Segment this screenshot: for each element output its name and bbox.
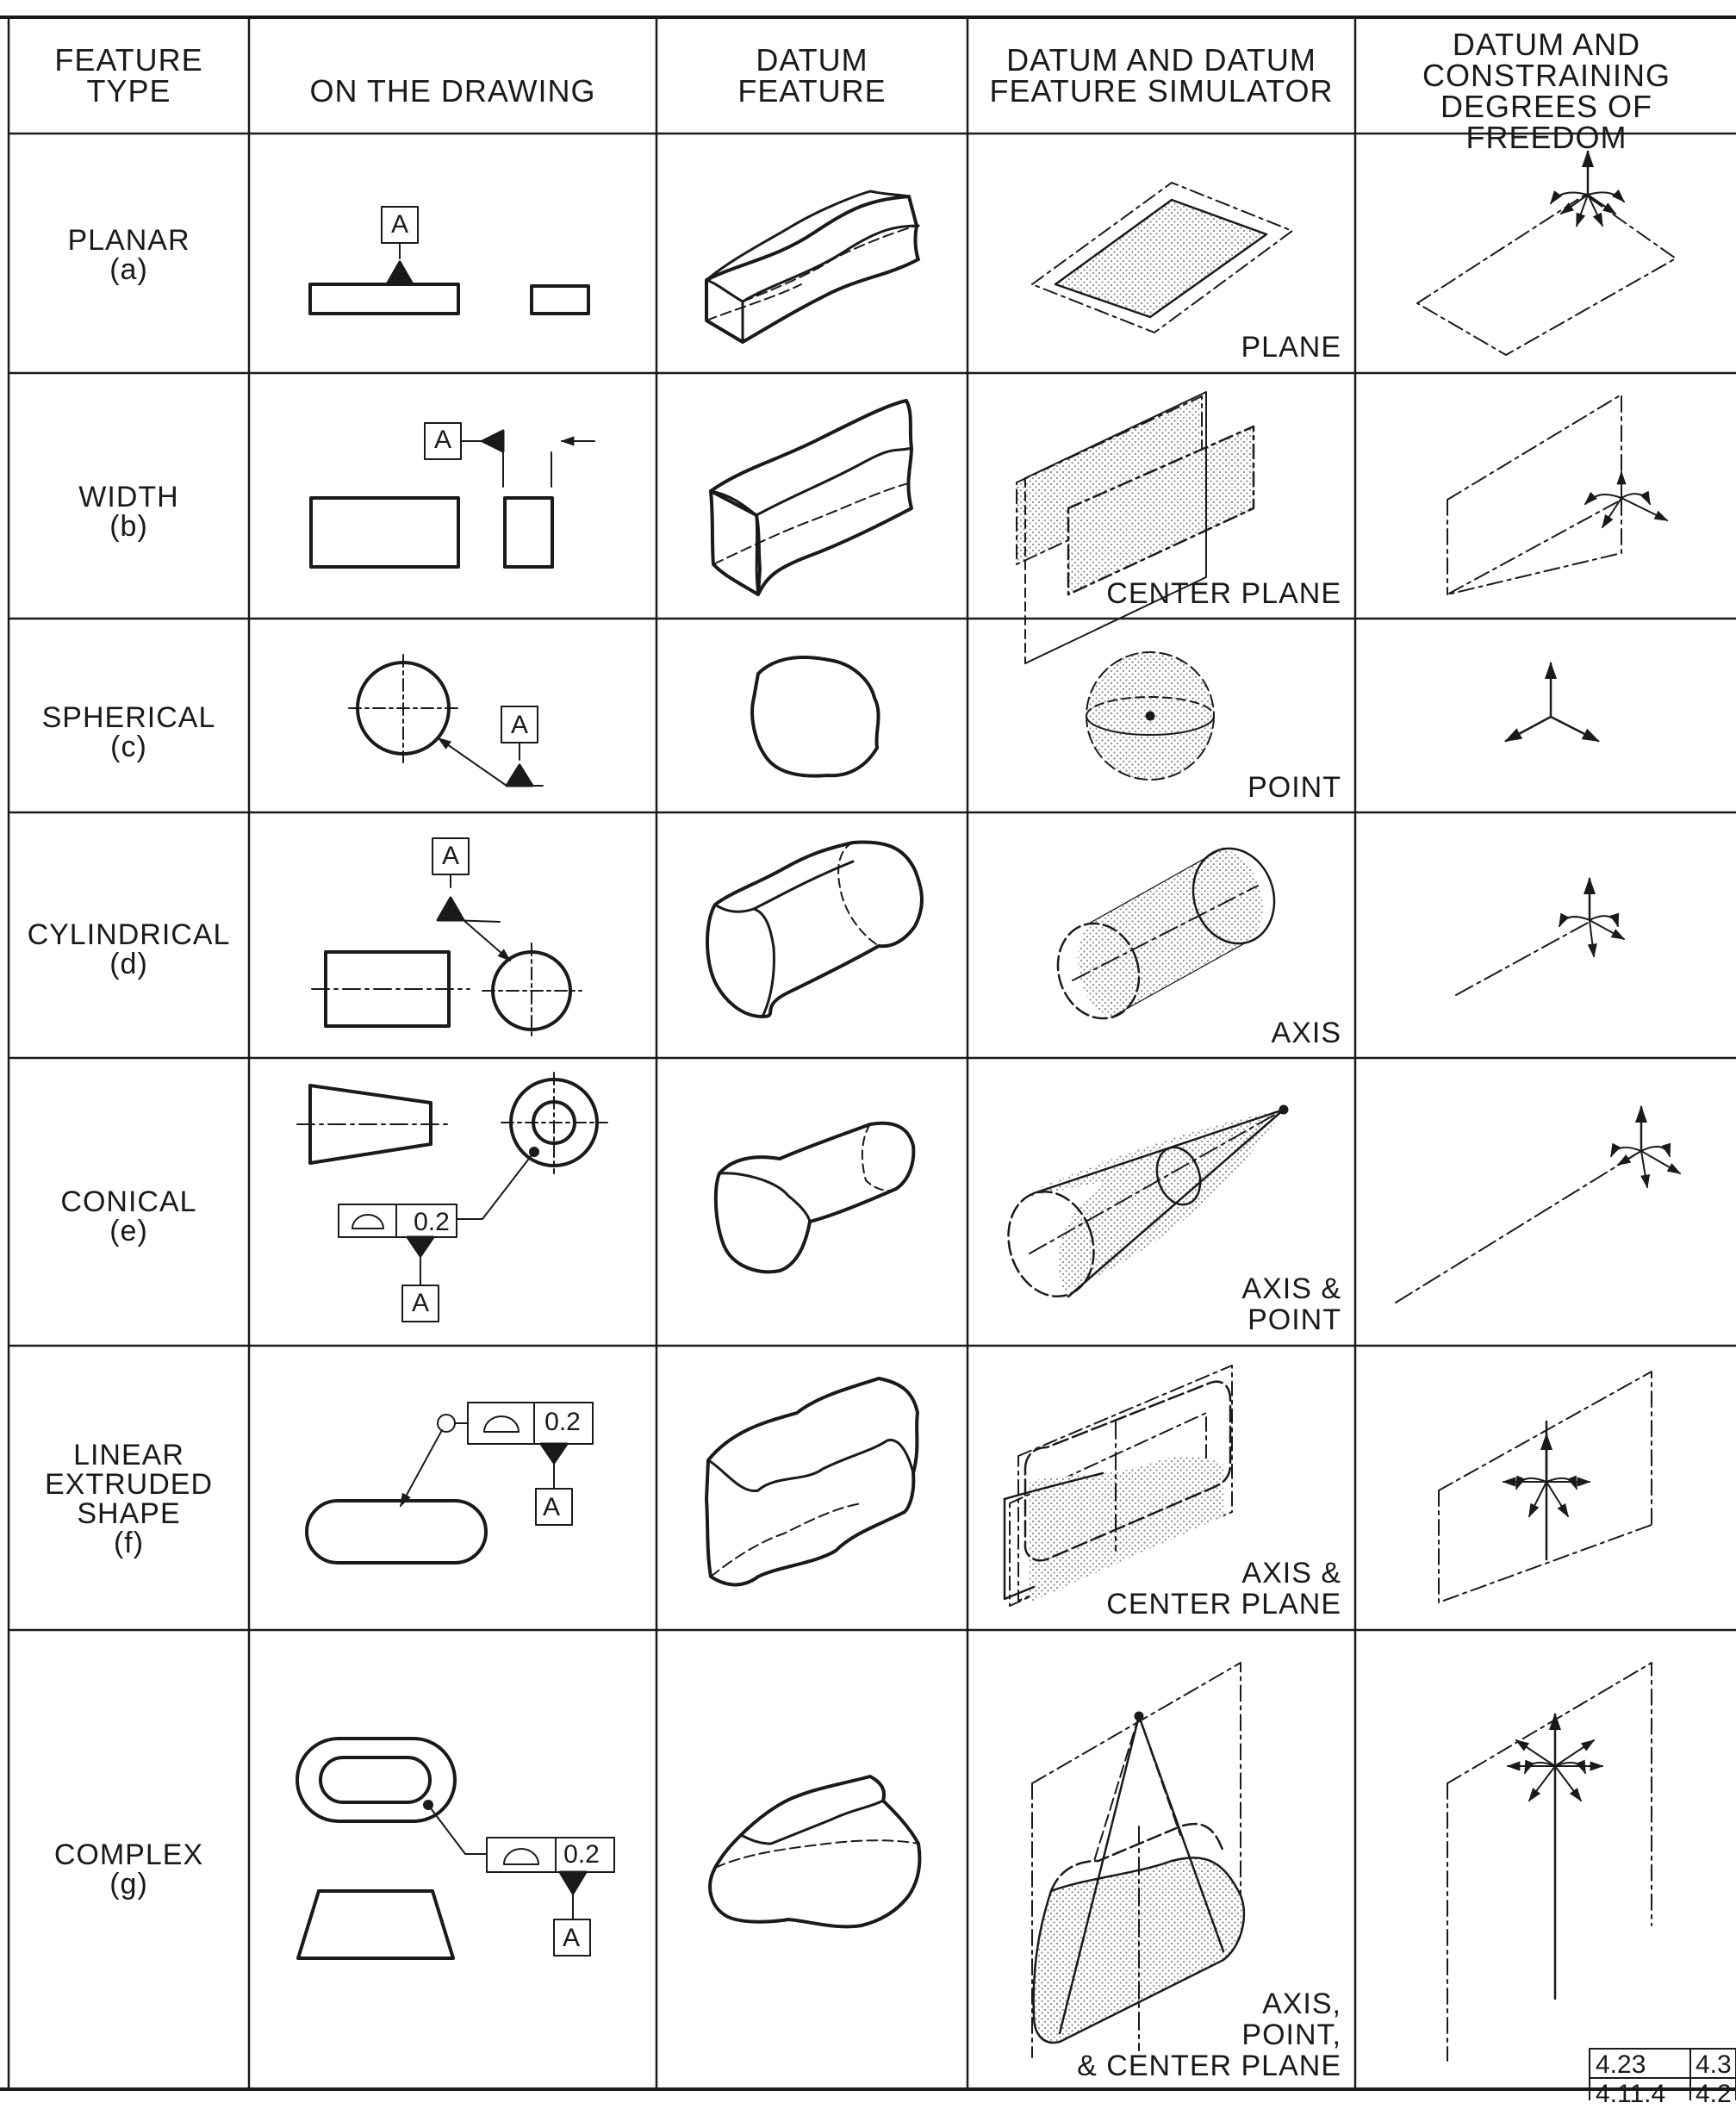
feature-type-name: COMPLEX (53, 1838, 204, 1871)
dof-complex (1447, 1663, 1652, 2061)
datum-letter-a: A (433, 426, 451, 454)
simulator-axis-point (995, 1106, 1287, 1308)
datum-feature-conical (716, 1123, 913, 1272)
header-line: DEGREES OF FREEDOM (1440, 89, 1653, 155)
header-line: FEATURE (737, 73, 887, 109)
header-line: DATUM AND DATUM (1006, 42, 1316, 78)
simulator-axis-center-plane (1005, 1366, 1232, 1606)
feature-type-letter: (b) (109, 510, 148, 543)
feature-type-letter: (a) (109, 253, 148, 286)
header-line: DATUM AND (1452, 27, 1641, 62)
simulator-axis (1046, 838, 1286, 1030)
feature-type-letter: (f) (113, 1527, 145, 1559)
feature-type-name: WIDTH (78, 481, 179, 513)
simulator-label-line: CENTER PLANE (1106, 1588, 1341, 1621)
feature-type-letter: (c) (110, 731, 147, 763)
header-line: TYPE (86, 73, 171, 109)
reference-cell: 4.11.4 (1596, 2080, 1666, 2108)
simulator-label-line: CENTER PLANE (1106, 577, 1341, 610)
dof-spherical (1506, 663, 1598, 741)
header-line: FEATURE SIMULATOR (989, 73, 1334, 109)
dof-conical (1396, 1107, 1680, 1303)
feature-type-letter: (d) (109, 948, 148, 980)
tolerance-value: 0.2 (414, 1208, 450, 1236)
simulator-label-line: AXIS & (1241, 1272, 1341, 1305)
reference-cell: 4.23 (1596, 2050, 1646, 2079)
header-line: DATUM (756, 42, 868, 78)
drawing-linear-extruded (307, 1403, 593, 1563)
simulator-label-line: AXIS, (1262, 1988, 1341, 2020)
feature-type-name: CONICAL (60, 1185, 197, 1218)
simulator-label-line: & CENTER PLANE (1077, 2050, 1341, 2082)
reference-cell: 4.3 (1696, 2050, 1732, 2079)
simulator-label-line: PLANE (1241, 331, 1341, 364)
header-line: ON THE DRAWING (309, 73, 596, 109)
feature-type-letter: (e) (109, 1215, 148, 1247)
datum-feature-linear-extruded (706, 1378, 918, 1584)
simulator-label-line: POINT, (1241, 2019, 1341, 2051)
tolerance-value: 0.2 (563, 1840, 600, 1869)
datum-feature-planar (706, 191, 918, 342)
drawing-conical (297, 1073, 607, 1322)
simulator-label-line: AXIS (1271, 1017, 1341, 1049)
feature-type-name: CYLINDRICAL (27, 918, 231, 951)
drawing-spherical (349, 655, 543, 786)
drawing-cylindrical (312, 838, 582, 1038)
feature-type-name: EXTRUDED (44, 1468, 214, 1501)
datum-letter-a: A (542, 1493, 560, 1521)
datum-feature-complex (710, 1776, 919, 1926)
datum-letter-a: A (411, 1289, 429, 1317)
feature-type-name: SHAPE (77, 1497, 181, 1530)
simulator-point (1086, 652, 1214, 780)
simulator-center-plane (1017, 392, 1254, 663)
dof-planar (1417, 152, 1676, 355)
header-line: CONSTRAINING (1422, 58, 1671, 93)
simulator-complex (1032, 1663, 1244, 2057)
dof-linear-extruded (1439, 1372, 1652, 1602)
feature-type-letter: (g) (109, 1868, 148, 1901)
feature-type-name: SPHERICAL (41, 701, 216, 734)
simulator-label-line: POINT (1248, 771, 1341, 804)
feature-type-name: LINEAR (73, 1439, 184, 1471)
datum-letter-a: A (510, 711, 528, 739)
feature-type-name: PLANAR (67, 224, 190, 257)
drawing-width (311, 423, 594, 567)
header-line: FEATURE (54, 42, 203, 78)
simulator-plane (1032, 183, 1292, 333)
tolerance-value: 0.2 (544, 1408, 581, 1436)
reference-box (1590, 2049, 1736, 2100)
datum-feature-width (711, 401, 912, 594)
datum-feature-spherical (752, 657, 878, 776)
dof-cylindrical (1456, 879, 1624, 995)
datum-letter-a: A (441, 842, 459, 870)
datum-letter-a: A (562, 1924, 580, 1952)
simulator-label-line: POINT (1248, 1303, 1341, 1336)
drawing-planar (310, 207, 588, 314)
drawing-complex (297, 1739, 614, 1958)
datum-letter-a: A (390, 210, 408, 239)
simulator-label-line: AXIS & (1241, 1557, 1341, 1590)
datum-feature-cylindrical (707, 842, 922, 1017)
reference-cell: 4.2 (1696, 2080, 1732, 2108)
dof-width (1447, 395, 1667, 594)
